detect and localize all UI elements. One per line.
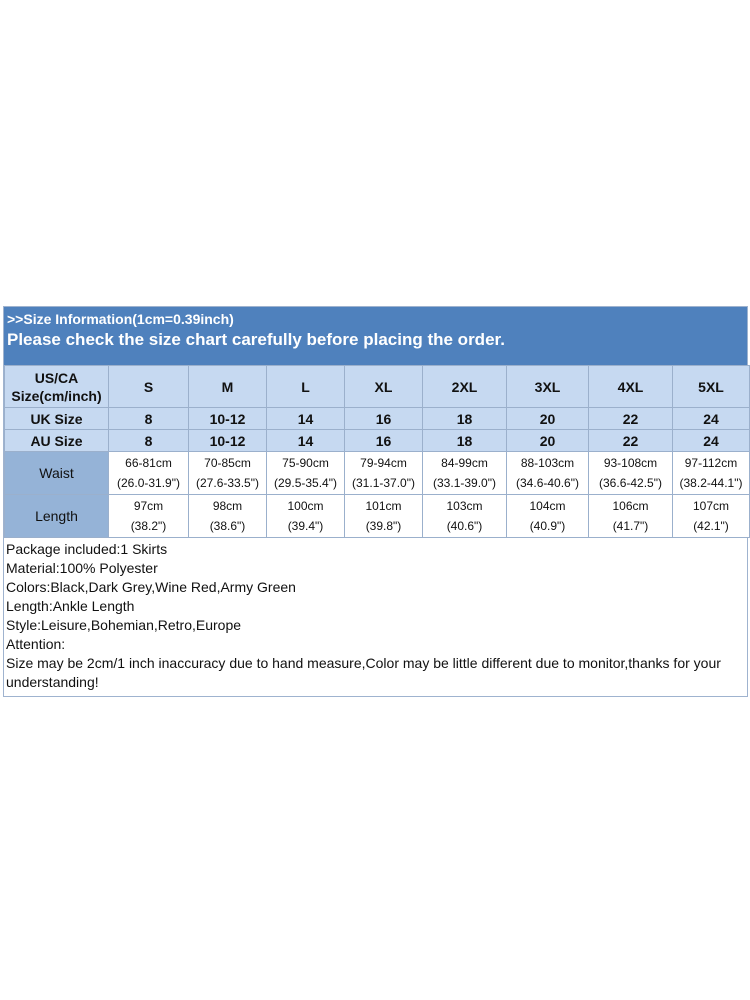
waist-inch: (27.6-33.5"): [196, 476, 259, 490]
length-cell: [345, 495, 423, 538]
uk-size-cell: 22: [589, 408, 673, 430]
au-size-label: AU Size: [5, 430, 109, 452]
waist-cell: [673, 452, 750, 495]
waist-cm: 75-90cm: [282, 456, 329, 470]
us-size-row: [5, 366, 750, 408]
length-cm: 107cm: [692, 499, 730, 513]
waist-cell: [423, 452, 507, 495]
size-cell: L: [267, 366, 345, 408]
style-note: Style:Leisure,Bohemian,Retro,Europe: [6, 617, 242, 633]
size-table: [4, 365, 750, 538]
size-cell: 2XL: [423, 366, 507, 408]
uk-size-label: UK Size: [5, 408, 109, 430]
length-inch: (40.9"): [529, 519, 566, 533]
uk-size-cell: 10-12: [189, 408, 267, 430]
uk-size-cell: 14: [267, 408, 345, 430]
length-note: Length:Ankle Length: [6, 598, 135, 614]
length-inch: (38.6"): [209, 519, 246, 533]
waist-cm: 66-81cm: [125, 456, 172, 470]
size-info-title: >>Size Information(1cm=0.39inch): [7, 311, 234, 327]
waist-inch: (26.0-31.9"): [117, 476, 180, 490]
length-cell: [267, 495, 345, 538]
waist-cm: 70-85cm: [204, 456, 251, 470]
au-size-cell: 8: [109, 430, 189, 452]
au-size-cell: 20: [507, 430, 589, 452]
material-note: Material:100% Polyester: [6, 560, 158, 576]
length-cell: [507, 495, 589, 538]
length-row: [5, 495, 750, 538]
size-chart-notice: Please check the size chart carefully before placing the order.: [7, 330, 505, 349]
size-info-banner: [4, 307, 747, 365]
size-chart: [3, 306, 748, 697]
waist-row: [5, 452, 750, 495]
waist-cm: 79-94cm: [360, 456, 407, 470]
length-cell: [589, 495, 673, 538]
waist-inch: (34.6-40.6"): [516, 476, 579, 490]
au-size-cell: 16: [345, 430, 423, 452]
length-cell: [673, 495, 750, 538]
uk-size-cell: 16: [345, 408, 423, 430]
size-cell: M: [189, 366, 267, 408]
size-cell: 5XL: [673, 366, 750, 408]
uk-size-cell: 20: [507, 408, 589, 430]
size-cell: 3XL: [507, 366, 589, 408]
length-inch: (40.6"): [446, 519, 483, 533]
waist-inch: (33.1-39.0"): [433, 476, 496, 490]
au-size-cell: 24: [673, 430, 750, 452]
attention-note: Attention:: [6, 636, 66, 652]
colors-note: Colors:Black,Dark Grey,Wine Red,Army Green: [6, 579, 296, 595]
au-size-cell: 18: [423, 430, 507, 452]
waist-cm: 97-112cm: [684, 456, 738, 470]
waist-cell: [507, 452, 589, 495]
waist-cm: 93-108cm: [603, 456, 658, 470]
waist-cell: [589, 452, 673, 495]
length-inch: (39.8"): [365, 519, 402, 533]
waist-cell: [267, 452, 345, 495]
waist-inch: (36.6-42.5"): [599, 476, 662, 490]
waist-cell: [189, 452, 267, 495]
us-ca-label: US/CA: [34, 369, 79, 386]
length-inch: (42.1"): [693, 519, 729, 533]
product-notes: [4, 538, 747, 696]
length-label: Length: [5, 495, 109, 538]
au-size-cell: 22: [589, 430, 673, 452]
length-inch: (38.2"): [130, 519, 167, 533]
length-cell: [189, 495, 267, 538]
waist-inch: (31.1-37.0"): [352, 476, 415, 490]
au-size-cell: 14: [267, 430, 345, 452]
length-cm: 98cm: [212, 499, 243, 513]
uk-size-cell: 18: [423, 408, 507, 430]
waist-cm: 84-99cm: [441, 456, 488, 470]
waist-cell: [109, 452, 189, 495]
length-cm: 103cm: [446, 499, 483, 513]
length-cell: [423, 495, 507, 538]
au-size-cell: 10-12: [189, 430, 267, 452]
size-unit-label: Size(cm/inch): [11, 387, 102, 404]
size-cell: XL: [345, 366, 423, 408]
au-size-row: [5, 430, 750, 452]
length-cell: [109, 495, 189, 538]
size-cell: S: [109, 366, 189, 408]
waist-cell: [345, 452, 423, 495]
waist-inch: (29.5-35.4"): [274, 476, 337, 490]
waist-inch: (38.2-44.1"): [679, 476, 743, 490]
uk-size-cell: 8: [109, 408, 189, 430]
disclaimer-note: Size may be 2cm/1 inch inaccuracy due to hand measure,Color may be little different due to monitor,thanks for your understanding!: [6, 655, 721, 690]
uk-size-row: [5, 408, 750, 430]
us-size-label: [5, 366, 109, 408]
waist-label: Waist: [5, 452, 109, 495]
length-cm: 104cm: [529, 499, 566, 513]
package-note: Package included:1 Skirts: [6, 541, 168, 557]
length-cm: 101cm: [365, 499, 402, 513]
length-cm: 97cm: [133, 499, 164, 513]
length-inch: (39.4"): [287, 519, 324, 533]
waist-cm: 88-103cm: [520, 456, 575, 470]
length-inch: (41.7"): [612, 519, 649, 533]
length-cm: 106cm: [612, 499, 649, 513]
uk-size-cell: 24: [673, 408, 750, 430]
size-cell: 4XL: [589, 366, 673, 408]
length-cm: 100cm: [287, 499, 324, 513]
